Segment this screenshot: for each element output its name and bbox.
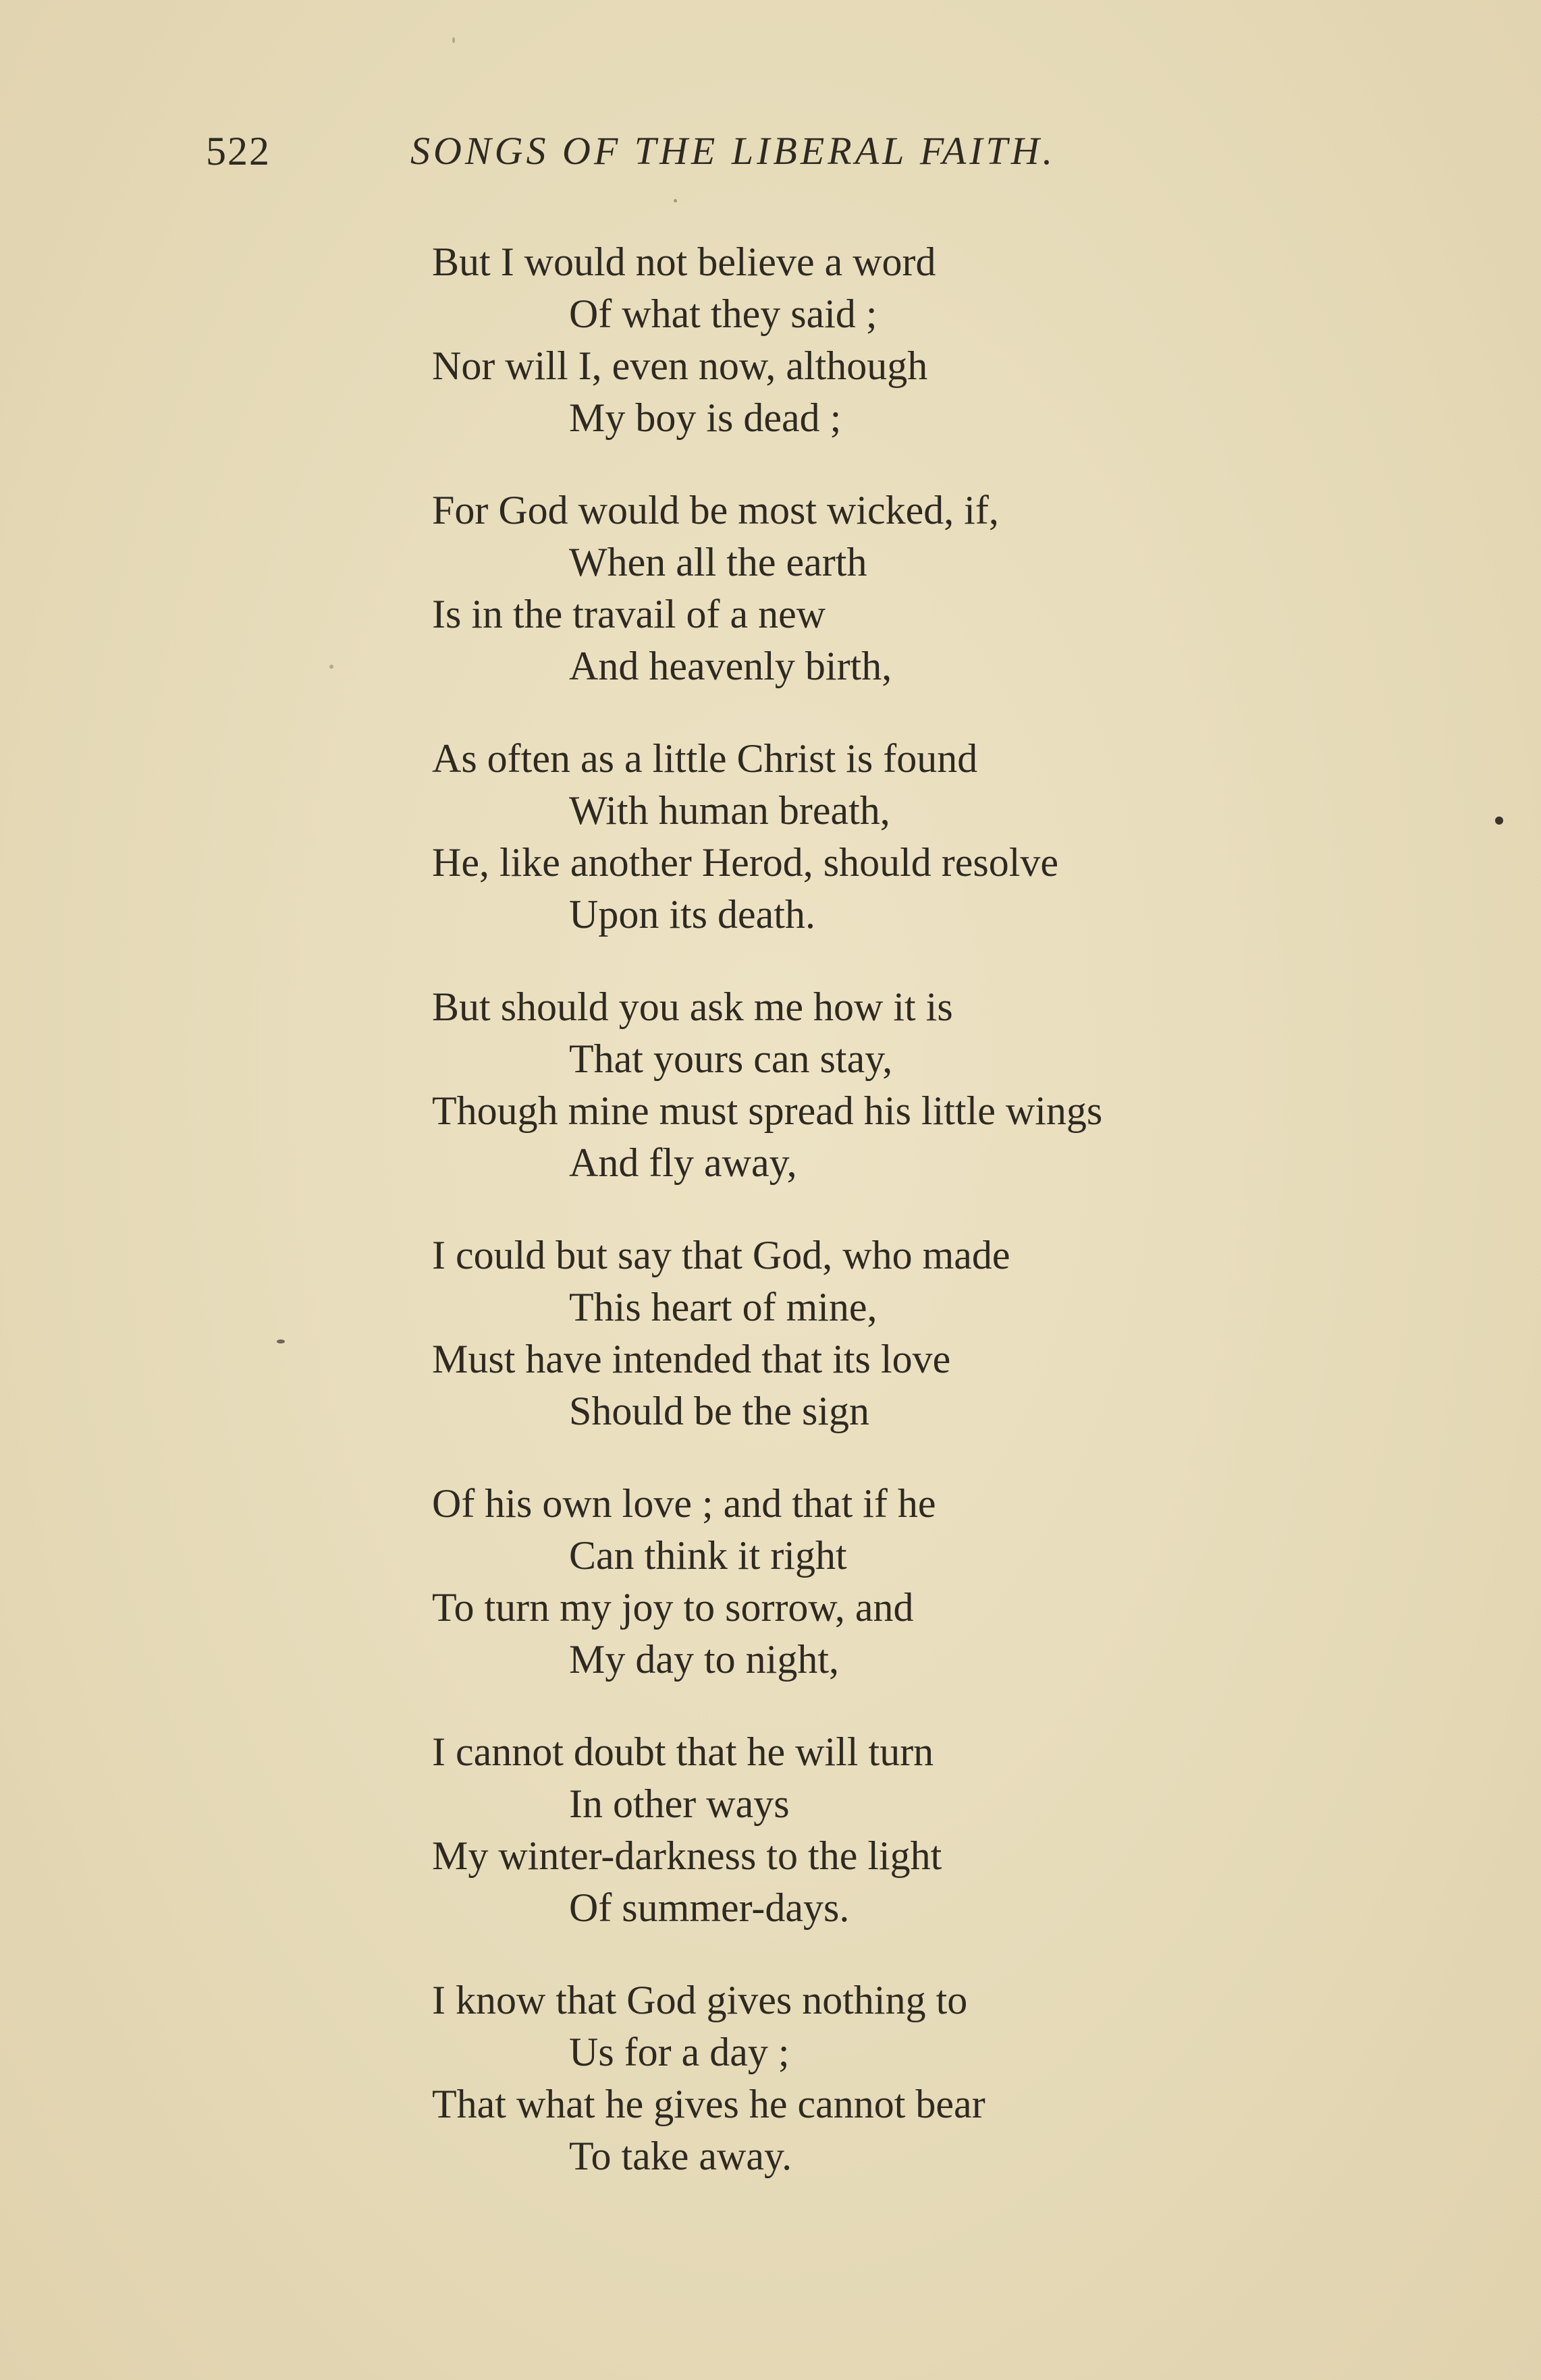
poem-line: He, like another Herod, should resolve bbox=[432, 840, 1059, 885]
poem-line-indented: That yours can stay, bbox=[569, 1036, 893, 1081]
poem-line-indented: And heavenly birth, bbox=[569, 644, 892, 688]
poem-line-indented: My day to night, bbox=[569, 1637, 839, 1682]
running-head bbox=[0, 128, 1541, 182]
stanza bbox=[432, 485, 1444, 692]
poem-line-indented: Us for a day ; bbox=[569, 2030, 790, 2074]
poem-line: Of his own love ; and that if he bbox=[432, 1481, 936, 1526]
paper-speck bbox=[674, 199, 677, 202]
paper-speck bbox=[452, 37, 455, 43]
paper-speck bbox=[277, 1339, 285, 1344]
stanza bbox=[432, 1726, 1444, 1934]
stanza bbox=[432, 733, 1444, 941]
poem-line: Is in the travail of a new bbox=[432, 592, 826, 636]
poem-line: Must have intended that its love bbox=[432, 1337, 951, 1381]
poem-line-indented: Can think it right bbox=[569, 1533, 847, 1578]
poem-line-indented: Of what they said ; bbox=[569, 292, 877, 336]
poem-line-indented: And fly away, bbox=[569, 1140, 797, 1185]
poem-line-indented: When all the earth bbox=[569, 540, 867, 584]
poem-line-indented: My boy is dead ; bbox=[569, 395, 842, 440]
poem-line: Nor will I, even now, although bbox=[432, 343, 928, 388]
running-title: SONGS OF THE LIBERAL FAITH. bbox=[410, 129, 1056, 173]
poem-line-indented: In other ways bbox=[569, 1781, 790, 1826]
poem-line: Though mine must spread his little wings bbox=[432, 1088, 1103, 1133]
poem-line: That what he gives he cannot bear bbox=[432, 2082, 985, 2126]
page-number: 522 bbox=[206, 129, 271, 173]
poem-line: For God would be most wicked, if, bbox=[432, 488, 999, 532]
poem-line: I could but say that God, who made bbox=[432, 1233, 1010, 1277]
poem-line: To turn my joy to sorrow, and bbox=[432, 1585, 914, 1630]
stanza bbox=[432, 1974, 1444, 2182]
poem-line: But should you ask me how it is bbox=[432, 985, 953, 1029]
poem-line-indented: With human breath, bbox=[569, 788, 890, 833]
paper-speck bbox=[329, 665, 333, 669]
stanza bbox=[432, 1229, 1444, 1437]
poem-line-indented: Should be the sign bbox=[569, 1389, 869, 1433]
poem-line: As often as a little Christ is found bbox=[432, 736, 978, 781]
stanza bbox=[432, 1478, 1444, 1686]
poem-line: I cannot doubt that he will turn bbox=[432, 1729, 934, 1774]
stanza bbox=[432, 236, 1444, 444]
stanza bbox=[432, 981, 1444, 1189]
poem-line: I know that God gives nothing to bbox=[432, 1978, 968, 2022]
paper-speck bbox=[1495, 817, 1503, 825]
poem-line: My winter-darkness to the light bbox=[432, 1833, 942, 1878]
poem-line-indented: Upon its death. bbox=[569, 892, 815, 937]
poem-line: But I would not believe a word bbox=[432, 240, 936, 284]
poem-line-indented: This heart of mine, bbox=[569, 1285, 877, 1329]
poem-line-indented: Of summer-days. bbox=[569, 1885, 850, 1930]
poem bbox=[432, 236, 1444, 2182]
poem-line-indented: To take away. bbox=[569, 2134, 792, 2178]
